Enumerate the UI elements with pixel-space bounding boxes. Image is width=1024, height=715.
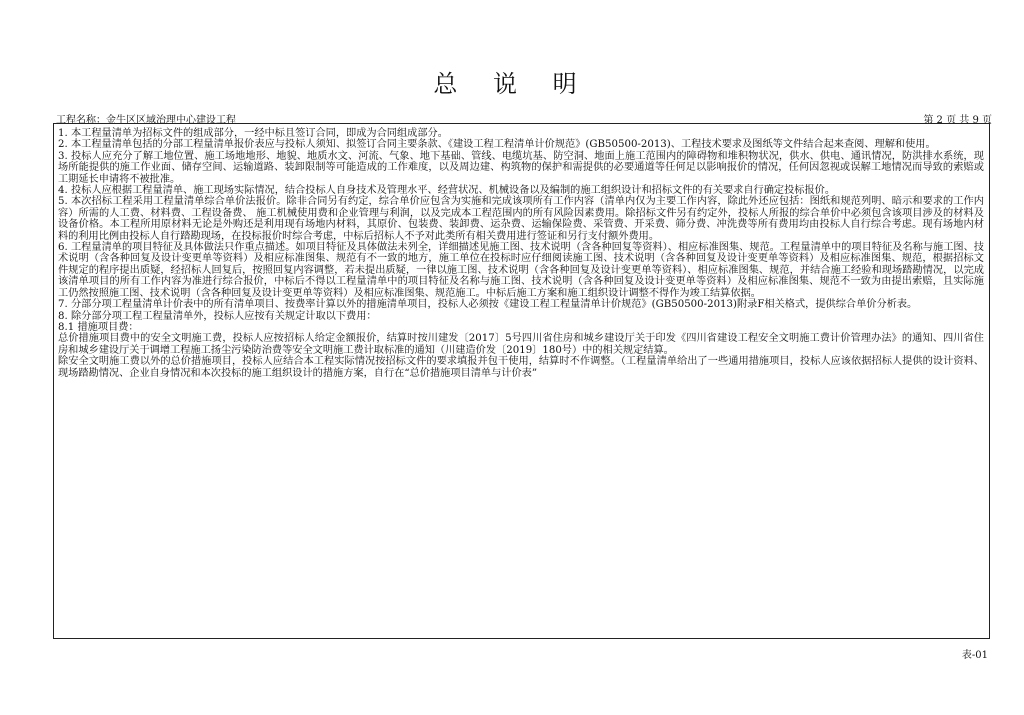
description-body <box>58 128 984 379</box>
paragraph-6: 6. 工程量清单的项目特征及具体做法只作重点描述。如项目特征及具体做法未列全，详细描述见施工图、技术说明（含各种回复等资料）、相应标准图集、规范。工程量清单中的项目特征及名称与施工图、技术说明（含各种回复及设计变更单等资料）及相应标准图集、规范有不一致的地方，施工单位在投标时应仔细阅读施工图、技术说明（含各种回复及设计变更单等资料）及相应标准图集、规范，根据招标文件规定的程序提出质疑，经招标人回复后，按照回复内容调整，若未提出质疑，一律以施工图、技术说明（含各种回复及设计变更单等资料）、相应标准图集、规范，并结合施工经验和现场踏勘情况，以完成该清单项目的所有工作内容为准进行综合报价，中标后不得以工程量清单中的项目特征及名称与施工图、技术说明（含各种回复及设计变更单等资料）及相应标准图集、规范不一致为由提出索赔，且实际施工仍然按照施工图、技术说明（含各种回复及设计变更单等资料）及相应标准图集、规范施工。中标后施工方案和施工组织设计调整不得作为竣工结算依据。 <box>58 242 984 299</box>
page-indicator: 第 2 页 共 9 页 <box>923 115 992 126</box>
paragraph-2: 2. 本工程量清单包括的分部工程量清单报价表应与投标人须知、拟签订合同主要条款、《建设工程工程清单计价规范》(GB50500-2013)、工程技术要求及图纸等文件结合起来查阅、理解和使用。 <box>58 139 936 151</box>
paragraph-4: 4. 投标人应根据工程量清单、施工现场实际情况，结合投标人自身技术及管理水平、经营状况、机械设备以及编制的施工组织设计和招标文件的有关要求自行确定投标报价。 <box>58 185 836 197</box>
paragraph-8: 8. 除分部分项工程工程量清单外，投标人应按有关规定计取以下费用： <box>58 310 377 322</box>
content-frame <box>53 123 990 639</box>
project-label: 工程名称： <box>56 115 106 126</box>
project-name: 金牛区区域治理中心建设工程 <box>106 115 236 126</box>
paragraph-5: 5. 本次招标工程采用工程量清单综合单价法报价。除非合同另有约定，综合单价应包含为实施和完成该项所有工作内容（清单内仅为主要工作内容，除此外还应包括：图纸和规范列明、暗示和要求的工作内容）所需的人工费、材料费、工程设备费、 施工机械使用费和企业管理与利润，以及完成本工程范围内的所有风险因素费用。除招标文件另有约定外，投标人所报的综合单价中必须包含该项目涉及的材料及设备价格。本工程所用原材料无论是外购还是利用现有场地内材料，其原价、包装费、装卸费、运杂费、运输保险费、采管费、开采费、筛分费、冲洗费等所有费用均由投标人自行综合考虑。现有场地内材料的利用比例由投标人自行踏勘现场，在投标报价时综合考虑，中标后招标人不予对此类所有相关费用进行签证和另行支付额外费用。 <box>58 196 984 242</box>
paragraph-8-1-heading: 8.1 措施项目费： <box>58 321 139 333</box>
paragraph-8-1-other-measures: 除安全文明施工费以外的总价措施项目，投标人应结合本工程实际情况按招标文件的要求填报并包干使用，结算时不作调整。（工程量清单给出了一些通用措施项目，投标人应该依据招标人提供的设计资料、现场踏勘情况、企业自身情况和本次投标的施工组织设计的措施方案，自行在“总价措施项目清单与计价表” <box>58 356 984 379</box>
paragraph-3: 3. 投标人应充分了解工地位置、施工场地地形、地貌、地质水文、河流、气象、地下基础、管线、电缆坑基、防空洞、地面上施工范围内的障碍物和堆积物状况，供水、供电、通讯情况，防洪排水系统，现场所能提供的施工作业面、储存空间、运输道路、装卸限制等可能造成的工作难度，以及周边建、构筑物的保护和需提供的必要通道等任何足以影响报价的情况，任何因忽视或误解工地情况而导致的索赔或工期延长申请将不被批准。 <box>58 150 984 185</box>
form-number: 表-01 <box>961 650 988 661</box>
document-title: 总 说 明 <box>433 70 591 98</box>
paragraph-1: 1. 本工程量清单为招标文件的组成部分，一经中标且签订合同，即成为合同组成部分。 <box>58 128 448 139</box>
paragraph-7: 7. 分部分项工程量清单计价表中的所有清单项目、按费率计算以外的措施清单项目，投标人必须按《建设工程工程量清单计价规范》(GB50500-2013)附录F相关格式，提供综合单价分析表。 <box>58 299 918 311</box>
paragraph-8-1-safety-fee: 总价措施项目费中的安全文明施工费，投标人应按招标人给定金额报价，结算时按川建发〔2017〕5号四川省住房和城乡建设厅关于印发《四川省建设工程安全文明施工费计价管理办法》的通知、四川省住房和城乡建设厅关于调增工程施工扬尘污染防治费等安全文明施工费计取标准的通知（川建造价发〔2019〕180号）中的相关规定结算。 <box>58 333 984 356</box>
